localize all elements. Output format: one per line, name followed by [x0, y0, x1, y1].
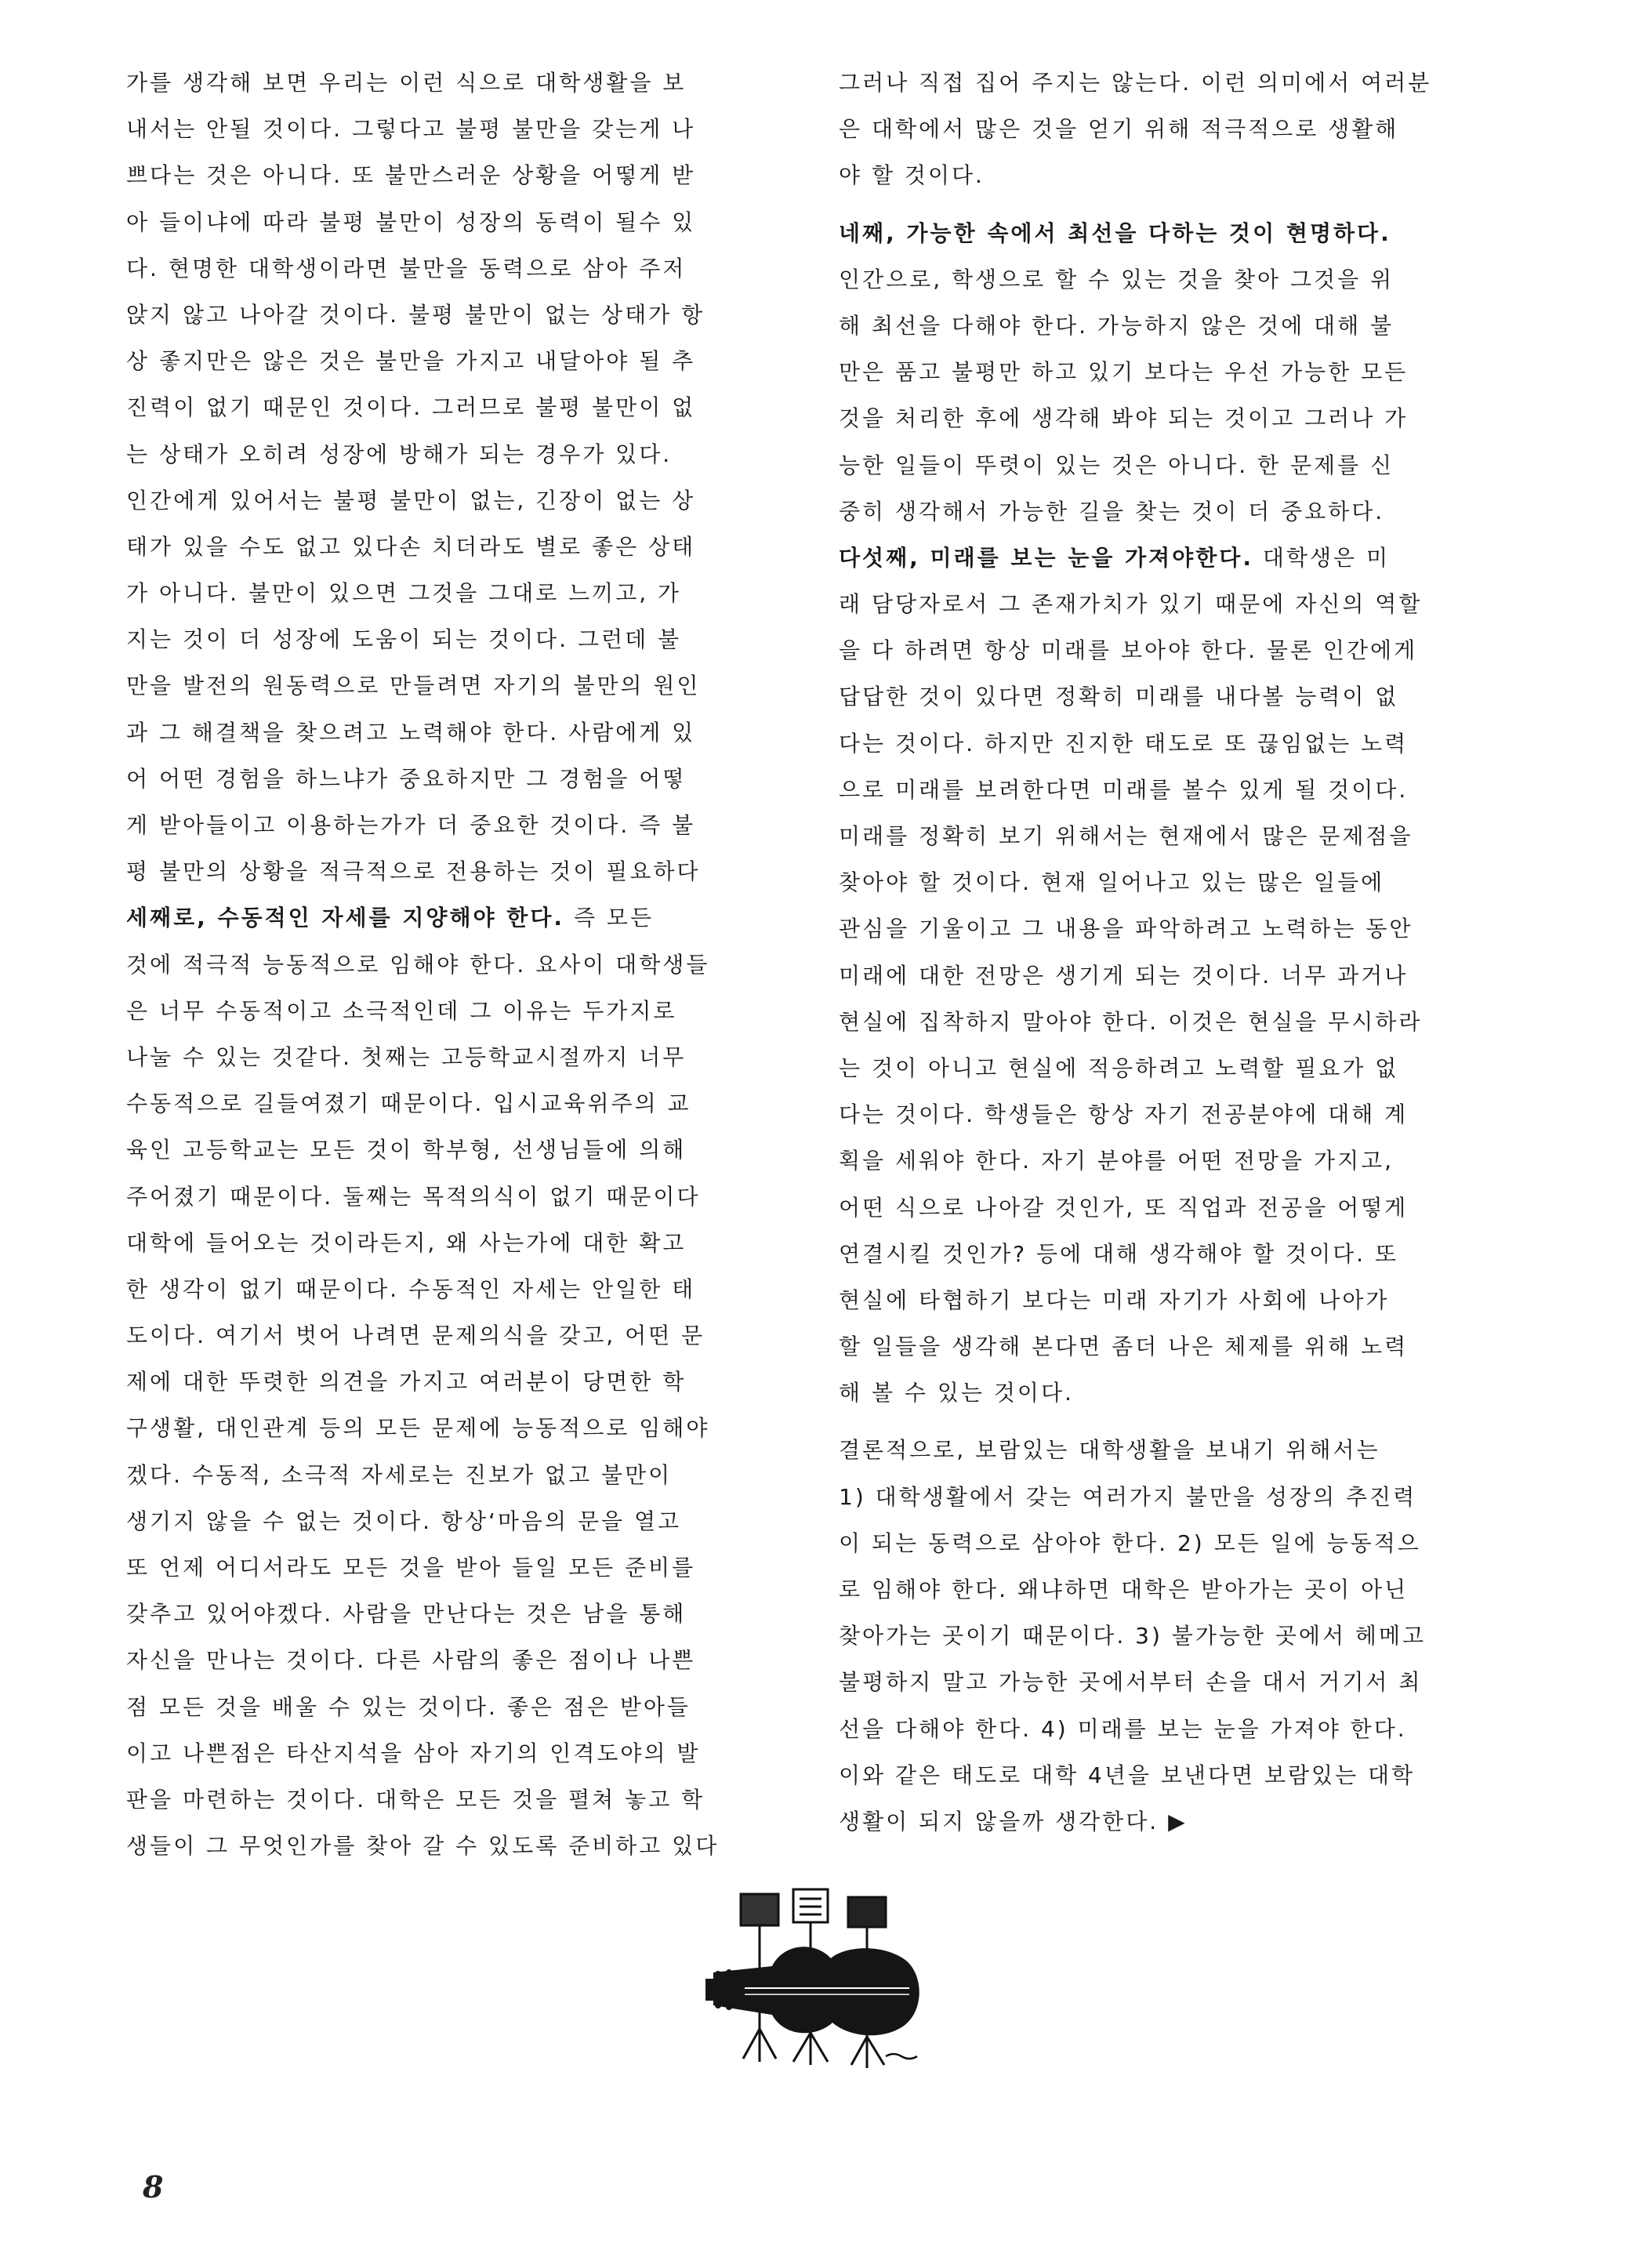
text-line: 그러나 직접 집어 주지는 않는다. 이런 의미에서 여러분: [839, 70, 1432, 96]
text-line: 생활이 되지 않을까 생각한다. ▶: [839, 1808, 1188, 1834]
text-line: 은 너무 수동적이고 소극적인데 그 이유는 두가지로: [126, 997, 677, 1024]
text-line: 중히 생각해서 가능한 길을 찾는 것이 더 중요하다.: [839, 498, 1385, 524]
text-line: [126, 894, 789, 941]
text-line: 획을 세워야 한다. 자기 분야를 어떤 전망을 가지고,: [839, 1148, 1395, 1174]
text-line: 것에 적극적 능동적으로 임해야 한다. 요사이 대학생들: [126, 951, 710, 978]
text-line: 찾아가는 곳이기 때문이다. 3) 불가능한 곳에서 헤메고: [839, 1623, 1427, 1649]
text-line: 은 대학에서 많은 것을 얻기 위해 적극적으로 생활해: [839, 116, 1399, 143]
text-line: 가 아니다. 불만이 있으면 그것을 그대로 느끼고, 가: [126, 580, 682, 607]
text-line: 지는 것이 더 성장에 도움이 되는 것이다. 그런데 불: [126, 626, 682, 653]
section-heading: 다섯째, 미래를 보는 눈을 가져야한다.: [839, 544, 1253, 571]
text-line: 과 그 해결책을 찾으려고 노력해야 한다. 사람에게 있: [126, 719, 696, 746]
text-line: 구생활, 대인관계 등의 모든 문제에 능동적으로 임해야: [126, 1415, 710, 1442]
text-line: 능한 일들이 뚜렷이 있는 것은 아니다. 한 문제를 신: [839, 452, 1395, 478]
text-line: 평 불만의 상황을 적극적으로 전용하는 것이 필요하다: [126, 858, 701, 885]
text-line: 찾아야 할 것이다. 현재 일어나고 있는 많은 일들에: [839, 869, 1385, 896]
heading-tail-text: 즉 모든: [564, 905, 654, 931]
music-stands-and-cello-drawing-icon: [698, 1880, 933, 2076]
text-line: 해 최선을 다해야 한다. 가능하지 않은 것에 대해 불: [839, 312, 1395, 339]
text-line: 자신을 만나는 것이다. 다른 사람의 좋은 점이나 나쁜: [126, 1647, 696, 1674]
text-line: 답답한 것이 있다면 정확히 미래를 내다볼 능력이 없: [839, 684, 1399, 710]
text-line: 이고 나쁜점은 타산지석을 삼아 자기의 인격도야의 발: [126, 1740, 701, 1766]
text-line: 로 임해야 한다. 왜냐하면 대학은 받아가는 곳이 아닌: [839, 1577, 1409, 1602]
text-line: 생기지 않을 수 없는 것이다. 항상‘마음의 문을 열고: [126, 1508, 682, 1534]
text-line: 으로 미래를 보려한다면 미래를 볼수 있게 될 것이다.: [839, 776, 1409, 803]
text-line: 주어졌기 때문이다. 둘째는 목적의식이 없기 때문이다: [126, 1183, 701, 1210]
text-line: 인간으로, 학생으로 할 수 있는 것을 찾아 그것을 위: [839, 266, 1395, 292]
text-line: 것을 처리한 후에 생각해 봐야 되는 것이고 그러나 가: [839, 405, 1409, 432]
text-line: 관심을 기울이고 그 내용을 파악하려고 노력하는 동안: [839, 916, 1413, 942]
text-line: 갖추고 있어야겠다. 사람을 만난다는 것은 남을 통해: [126, 1601, 687, 1628]
text-line: 어떤 식으로 나아갈 것인가, 또 직업과 전공을 어떻게: [839, 1194, 1409, 1221]
text-line: 게 받아들이고 이용하는가가 더 중요한 것이다. 즉 불: [126, 812, 696, 838]
text-line: 야 할 것이다.: [839, 162, 985, 189]
text-line: 상 좋지만은 않은 것은 불만을 가지고 내달아야 될 추: [126, 348, 696, 375]
text-line: 이와 같은 태도로 대학 4년을 보낸다면 보람있는 대학: [839, 1762, 1416, 1788]
text-line: 생들이 그 무엇인가를 찾아 갈 수 있도록 준비하고 있다: [126, 1833, 720, 1860]
text-line: 미래를 정확히 보기 위해서는 현재에서 많은 문제점을: [839, 823, 1413, 849]
text-line: 결론적으로, 보람있는 대학생활을 보내기 위해서는: [839, 1437, 1380, 1464]
text-line: 앉지 않고 나아갈 것이다. 불평 불만이 없는 상태가 항: [126, 301, 705, 328]
left-text-column: [126, 60, 789, 1869]
text-line: 수동적으로 길들여졌기 때문이다. 입시교육위주의 교: [126, 1090, 691, 1117]
text-line: [839, 535, 1501, 581]
text-line: 진력이 없기 때문인 것이다. 그러므로 불평 불만이 없: [126, 394, 696, 421]
text-line: 현실에 타협하기 보다는 미래 자기가 사회에 나아가: [839, 1286, 1390, 1313]
heading-tail-text: 대학생은 미: [1253, 544, 1391, 571]
text-line: 판을 마련하는 것이다. 대학은 모든 것을 펼쳐 놓고 학: [126, 1786, 705, 1813]
text-line: 나눌 수 있는 것같다. 첫째는 고등학교시절까지 너무: [126, 1043, 687, 1070]
text-line: 아 들이냐에 따라 불평 불만이 성장의 동력이 될수 있: [126, 209, 696, 235]
text-line: 만은 품고 불평만 하고 있기 보다는 우선 가능한 모든: [839, 359, 1409, 386]
text-line: 다는 것이다. 학생들은 항상 자기 전공분야에 대해 계: [839, 1101, 1409, 1128]
text-line: 만을 발전의 원동력으로 만들려면 자기의 불만의 원인: [126, 673, 701, 699]
section-heading: 세째로, 수동적인 자세를 지양해야 한다.: [126, 905, 565, 931]
text-line: 이 되는 동력으로 삼아야 한다. 2) 모든 일에 능동적으: [839, 1530, 1421, 1556]
text-line: 는 것이 아니고 현실에 적응하려고 노력할 필요가 없: [839, 1054, 1399, 1081]
text-line: 인간에게 있어서는 불평 불만이 없는, 긴장이 없는 상: [126, 487, 696, 513]
text-line: 제에 대한 뚜렷한 의견을 가지고 여러분이 당면한 학: [126, 1369, 687, 1395]
text-line: 점 모든 것을 배울 수 있는 것이다. 좋은 점은 받아들: [126, 1693, 691, 1720]
text-line: 해 볼 수 있는 것이다.: [839, 1380, 1074, 1406]
text-line: 래 담당자로서 그 존재가치가 있기 때문에 자신의 역할: [839, 591, 1423, 618]
text-line: 미래에 대한 전망은 생기게 되는 것이다. 너무 과거나: [839, 962, 1409, 989]
text-line: 1) 대학생활에서 갖는 여러가지 불만을 성장의 추진력: [839, 1483, 1417, 1510]
text-line: 가를 생각해 보면 우리는 이런 식으로 대학생활을 보: [126, 70, 687, 96]
text-line: 연결시킬 것인가? 등에 대해 생각해야 할 것이다. 또: [839, 1240, 1399, 1267]
text-line: 한 생각이 없기 때문이다. 수동적인 자세는 안일한 태: [126, 1276, 696, 1302]
text-line: 또 언제 어디서라도 모든 것을 받아 들일 모든 준비를: [126, 1555, 696, 1580]
text-line: 육인 고등학교는 모든 것이 학부형, 선생님들에 의해: [126, 1137, 687, 1163]
text-line: 도이다. 여기서 벗어 나려면 문제의식을 갖고, 어떤 문: [126, 1323, 705, 1349]
right-text-column: [839, 60, 1501, 1845]
text-line: 현실에 집착하지 말아야 한다. 이것은 현실을 무시하라: [839, 1008, 1423, 1035]
section-heading: 네째, 가능한 속에서 최선을 다하는 것이 현명하다.: [839, 220, 1391, 246]
text-line: [839, 210, 1501, 256]
text-line: 겠다. 수동적, 소극적 자세로는 진보가 없고 불만이: [126, 1461, 673, 1488]
text-line: 어 어떤 경험을 하느냐가 중요하지만 그 경험을 어떻: [126, 765, 687, 792]
text-line: 선을 다해야 한다. 4) 미래를 보는 눈을 가져야 한다.: [839, 1715, 1407, 1742]
text-line: 는 상태가 오히려 성장에 방해가 되는 경우가 있다.: [126, 441, 673, 467]
text-line: 대학에 들어오는 것이라든지, 왜 사는가에 대한 확고: [126, 1229, 687, 1256]
text-line: 불평하지 말고 가능한 곳에서부터 손을 대서 거기서 최: [839, 1669, 1423, 1696]
text-line: 다. 현명한 대학생이라면 불만을 동력으로 삼아 주저: [126, 255, 687, 281]
text-line: 태가 있을 수도 없고 있다손 치더라도 별로 좋은 상태: [126, 533, 696, 560]
text-line: 할 일들을 생각해 본다면 좀더 나은 체제를 위해 노력: [839, 1334, 1409, 1360]
text-line: 을 다 하려면 항상 미래를 보아야 한다. 물론 인간에게: [839, 637, 1418, 664]
page-number: 8: [143, 2169, 164, 2204]
text-line: 내서는 안될 것이다. 그렇다고 불평 불만을 갖는게 나: [126, 116, 696, 143]
text-line: 쁘다는 것은 아니다. 또 불만스러운 상황을 어떻게 받: [126, 162, 696, 189]
text-line: 다는 것이다. 하지만 진지한 태도로 또 끊임없는 노력: [839, 730, 1409, 757]
